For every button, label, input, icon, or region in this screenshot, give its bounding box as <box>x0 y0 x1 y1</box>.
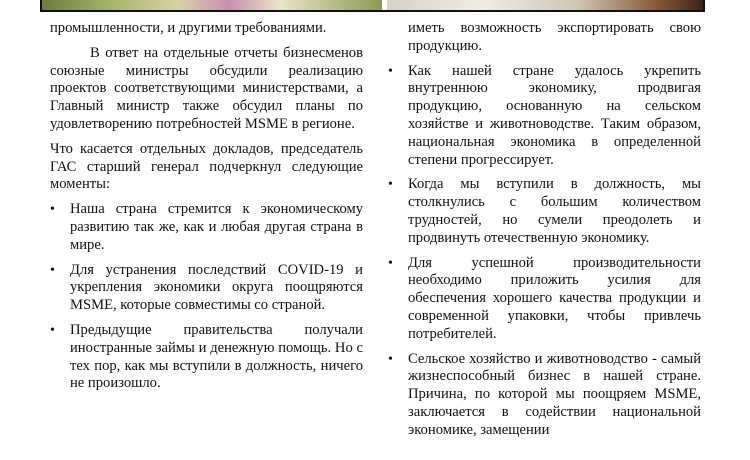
left-paragraph-1: В ответ на отдельные отчеты бизнесменов союзные министры обсудили реализацию проектов соответствующими министерствами, а Главный министр также обсудил планы по удовлетворению потребностей MSME в регионе. <box>50 44 363 132</box>
left-paragraph-2: Что касается отдельных докладов, председатель ГАС старший генерал подчеркнул следующие моменты: <box>50 140 363 193</box>
right-bullet-list <box>388 20 701 440</box>
left-bullet-list <box>50 201 363 393</box>
header-photo-strip <box>40 0 705 12</box>
left-continuation-text: промышленности, и другими требованиями. <box>50 20 327 36</box>
list-item: • Наша страна стремится к экономическому развитию так же, как и любая другая страна в мире. <box>50 201 363 254</box>
list-item: • Как нашей стране удалось укрепить внутреннюю экономику, продвигая продукцию, основанную на сельском хозяйстве и животноводстве. Таким образом, национальная экономика в определенной степени прогрессирует. <box>388 63 701 170</box>
photo-right <box>387 0 703 10</box>
left-column <box>50 20 363 393</box>
list-item: • Сельское хозяйство и животноводство - самый жизнеспособный бизнес в нашей стране. Причина, по которой мы поощряем MSME, заключается в содействии национальной экономике, замещении <box>388 351 701 440</box>
list-item: • Когда мы вступили в должность, мы столкнулись с большим количеством трудностей, но сумели преодолеть и продвинуть отечественную экономику. <box>388 176 701 247</box>
right-continuation-text: иметь возможность экспортировать свою продукцию. <box>408 20 701 54</box>
list-item: • Предыдущие правительства получали иностранные займы и денежную помощь. Но с тех пор, как мы вступили в должность, ничего не произошло. <box>50 322 363 393</box>
list-item: • Для устранения последствий COVID-19 и укрепления экономики округа поощряются MSME, которые совместимы со страной. <box>50 262 363 315</box>
right-column <box>388 20 701 440</box>
photo-left <box>42 0 382 10</box>
list-item: • Для успешной производительности необходимо приложить усилия для обеспечения хорошего качества продукции и современной упаковки, чтобы привлечь потребителей. <box>388 255 701 344</box>
